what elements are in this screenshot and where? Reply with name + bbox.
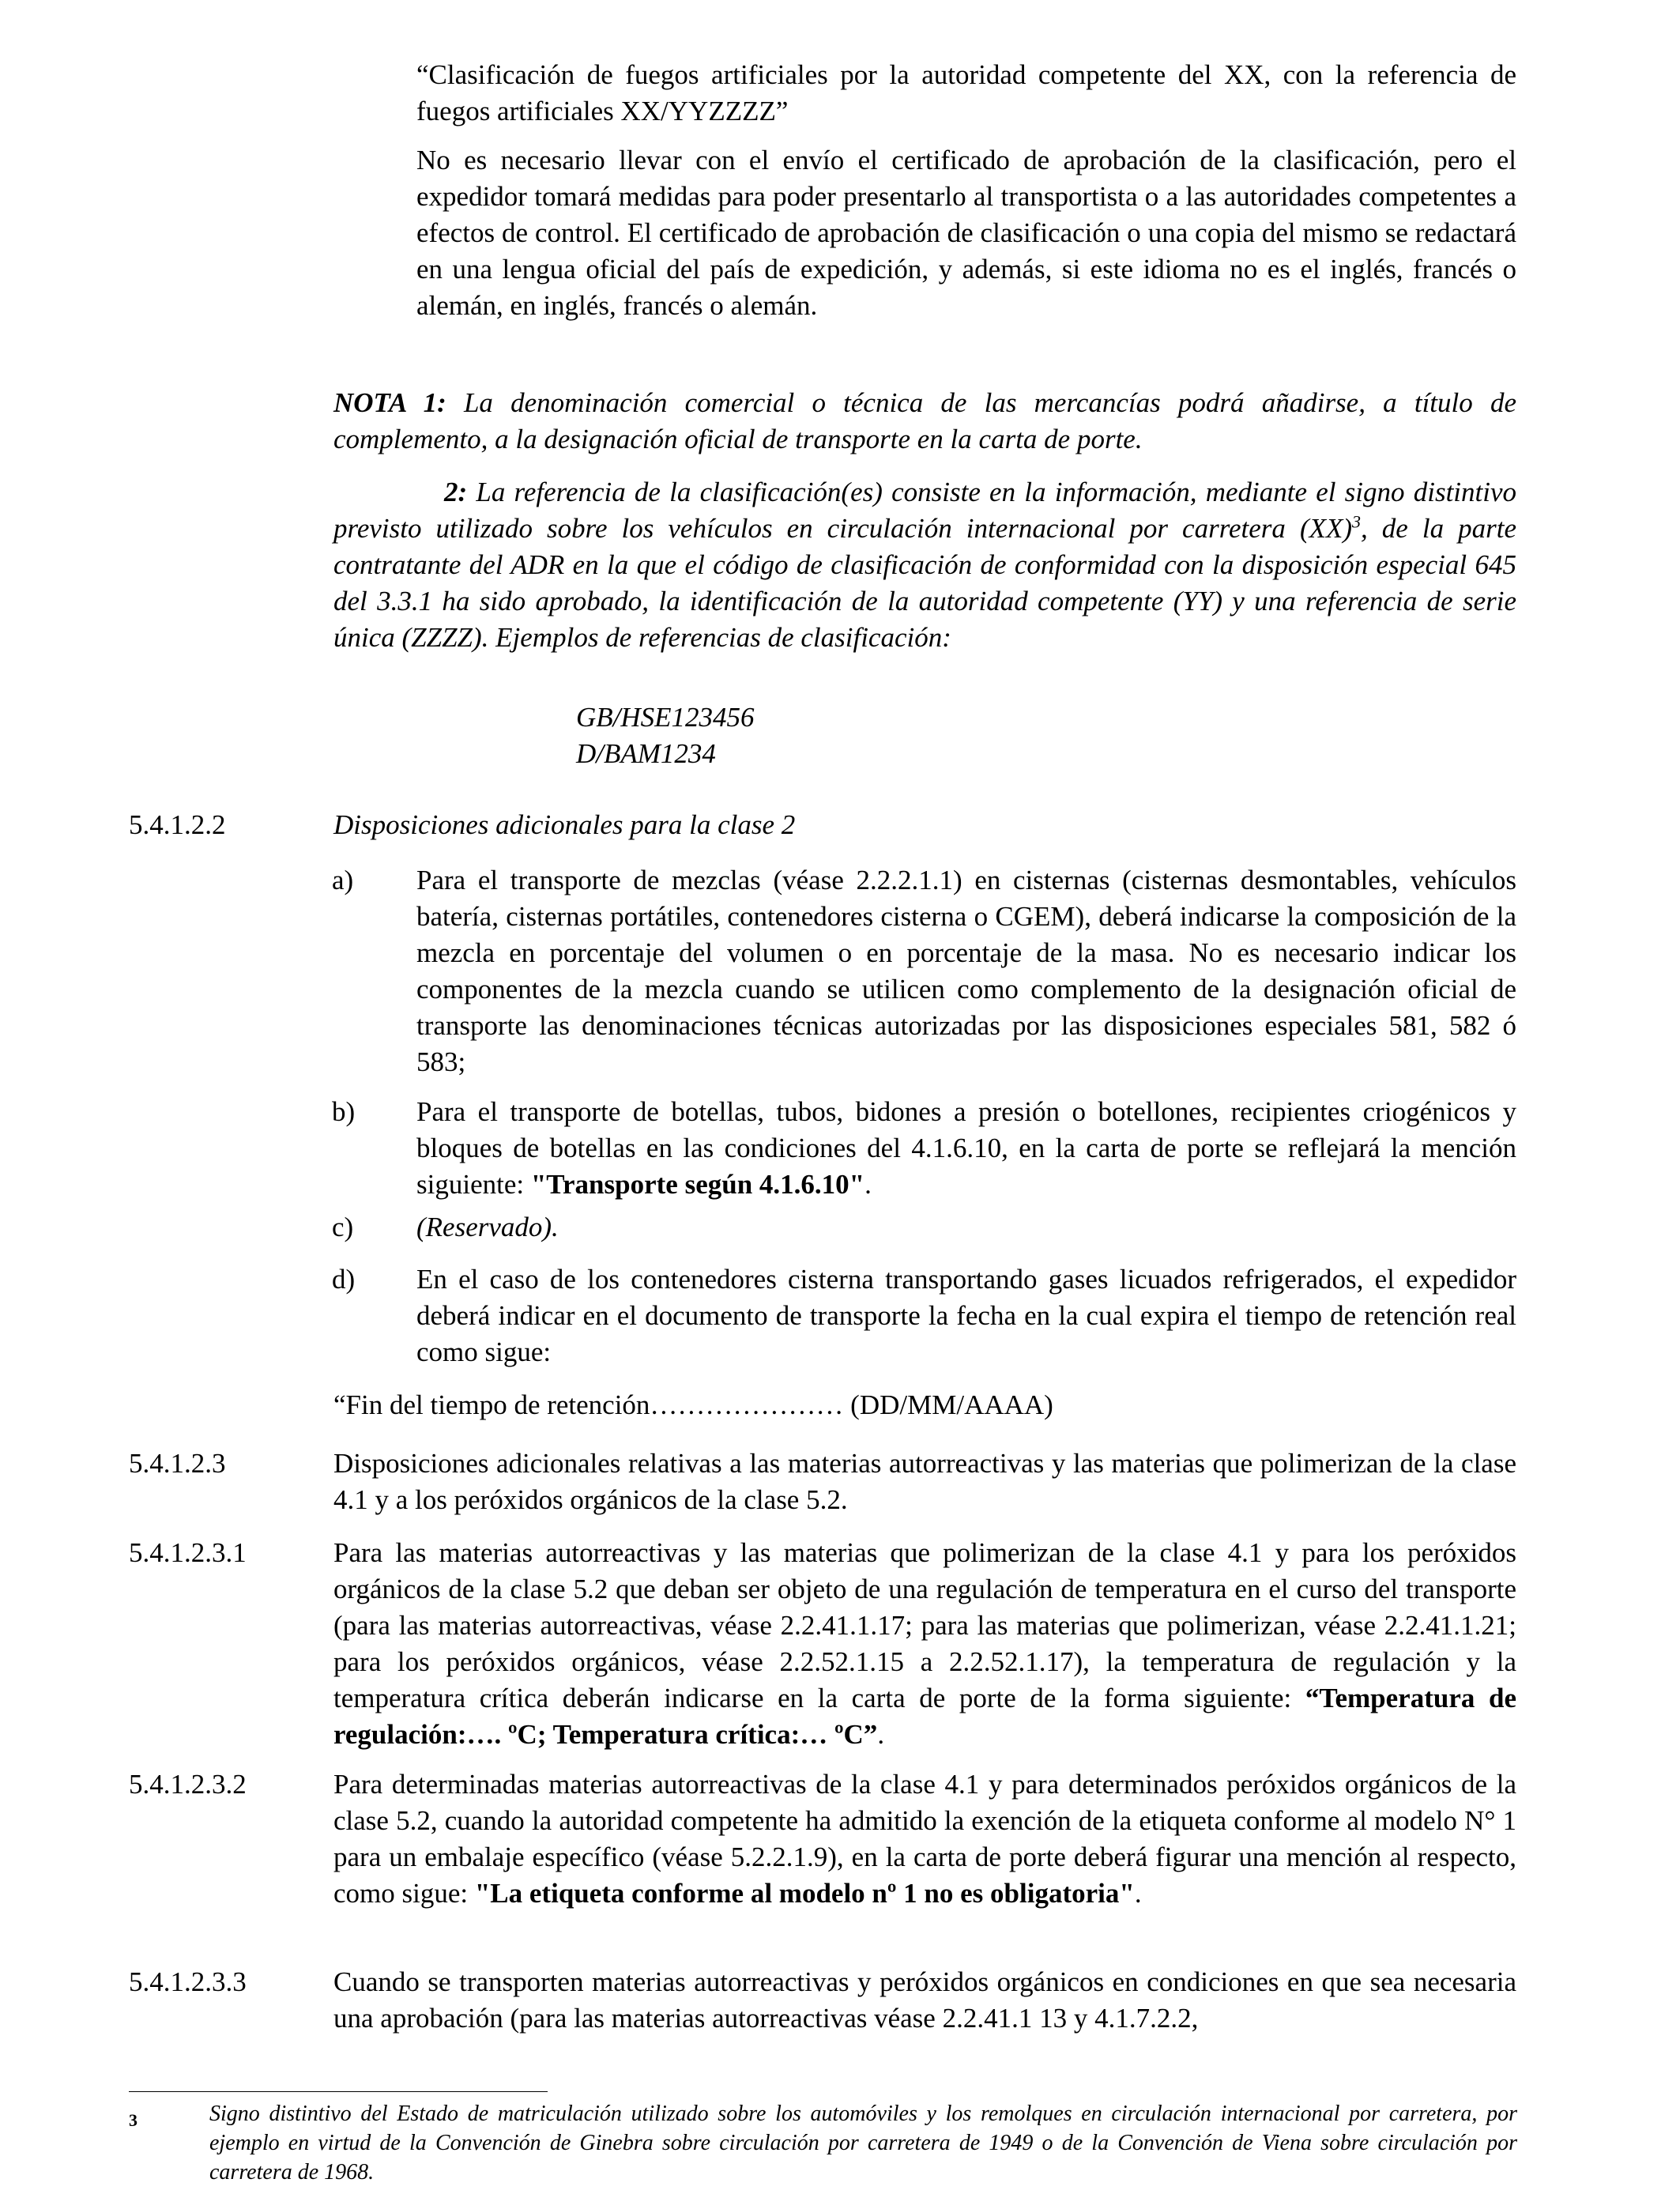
- item-a-letter: a): [332, 865, 354, 895]
- item-c-letter: c): [332, 1212, 354, 1242]
- section-tail-5-4-1-2-3-2: .: [1134, 1878, 1142, 1909]
- footnote-ref-3: 3: [1352, 511, 1362, 532]
- item-c-text: (Reservado).: [416, 1212, 559, 1242]
- item-d-text: En el caso de los contenedores cisterna transportando gases licuados refrigerados, el expedidor deberá indicar en el documento de transporte la fecha en la cual expira el tiempo de retención real como sigue:: [416, 1264, 1516, 1367]
- example-2: D/BAM1234: [576, 738, 716, 769]
- label-exemption-mention: "La etiqueta conforme al modelo nº 1 no es obligatoria": [474, 1878, 1135, 1909]
- section-tail-5-4-1-2-3-1: .: [877, 1719, 885, 1750]
- item-d-letter: d): [332, 1264, 356, 1295]
- section-number-5-4-1-2-3: 5.4.1.2.3: [129, 1448, 226, 1479]
- temperature-mention: “Temperatura de regulación:…. ºC; Temperatura crítica:… ºC”: [333, 1683, 1516, 1750]
- certificate-paragraph: No es necesario llevar con el envío el certificado de aprobación de la clasificación, pero el expedidor tomará medidas para poder presentarlo al transportista o a las autoridades competentes a efectos de control. El certificado de aprobación de clasificación o una copia del mismo se redactará en una lengua oficial del país de expedición, y además, si este idioma no es el inglés, francés o alemán, en inglés, francés o alemán.: [416, 145, 1516, 321]
- note-2-text-a: La referencia de la clasificación(es) consiste en la información, mediante el signo distintivo previsto utilizado sobre los vehículos en circulación internacional por carretera (XX): [333, 477, 1516, 544]
- note-1-label: NOTA 1:: [333, 387, 446, 418]
- section-text-5-4-1-2-3-2: Para determinadas materias autorreactivas de la clase 4.1 y para determinados peróxidos orgánicos de la clase 5.2, cuando la autoridad competente ha admitido la exención de la etiqueta conforme al modelo N° 1 para un embalaje específico (véase 5.2.2.1.9), en la carta de porte deberá figurar una mención al respecto, como sigue:: [333, 1769, 1516, 1909]
- classification-examples: [576, 699, 1050, 772]
- footnote-text: Signo distintivo del Estado de matriculación utilizado sobre los automóviles y los remolques en circulación internacional por carretera, por ejemplo en virtud de la Convención de Ginebra sobre circulación por carretera de 1949 o de la Convención de Viena sobre circulación por carretera de 1968.: [209, 2102, 1517, 2185]
- section-title-5-4-1-2-2: Disposiciones adicionales para la clase 2: [333, 809, 796, 840]
- section-number-5-4-1-2-2: 5.4.1.2.2: [129, 809, 226, 840]
- example-1: GB/HSE123456: [576, 702, 755, 733]
- note-1: [333, 385, 1516, 458]
- section-5-4-1-2-3-1: [333, 1535, 1516, 1753]
- item-b-letter: b): [332, 1096, 356, 1127]
- retention-time-line: “Fin del tiempo de retención………………… (DD/MM/AAAA): [333, 1389, 1053, 1420]
- note-2-label: 2:: [444, 477, 468, 507]
- section-text-5-4-1-2-3-1: Para las materias autorreactivas y las materias que polimerizan de la clase 4.1 y para los peróxidos orgánicos de la clase 5.2 que deban ser objeto de una regulación de temperatura en el curso del transporte (para las materias autorreactivas, véase 2.2.41.1.17; para las materias que polimerizan, véase 2.2.41.1.21; para los peróxidos orgánicos, véase 2.2.52.1.15 a 2.2.52.1.17), la temperatura de regulación y la temperatura crítica deberán indicarse en la carta de porte de la forma siguiente:: [333, 1537, 1516, 1713]
- section-number-5-4-1-2-3-2: 5.4.1.2.3.2: [129, 1769, 247, 1800]
- note-1-text: La denominación comercial o técnica de las mercancías podrá añadirse, a título de complemento, a la designación oficial de transporte en la carta de porte.: [333, 387, 1516, 454]
- item-b-bold: "Transporte según 4.1.6.10": [530, 1169, 865, 1200]
- fireworks-quote: “Clasificación de fuegos artificiales por la autoridad competente del XX, con la referencia de fuegos artificiales XX/YYZZZZ”: [416, 59, 1516, 126]
- item-b-tail: .: [864, 1169, 872, 1200]
- item-b-text: Para el transporte de botellas, tubos, bidones a presión o botellones, recipientes criogénicos y bloques de botellas en las condiciones del 4.1.6.10, en la carta de porte se reflejará la mención siguiente:: [416, 1096, 1516, 1200]
- section-number-5-4-1-2-3-3: 5.4.1.2.3.3: [129, 1966, 247, 1997]
- item-b: [416, 1094, 1516, 1203]
- footnote-separator: [129, 2091, 548, 2092]
- note-2-text-b: , de la parte contratante del ADR en la que el código de clasificación de conformidad con la disposición especial 645 del 3.3.1 ha sido aprobado, la identificación de la autoridad competente (YY) y una referencia de serie única (ZZZZ). Ejemplos de referencias de clasificación:: [333, 513, 1516, 653]
- footnote-mark: 3: [129, 2110, 137, 2130]
- note-2: [333, 474, 1516, 656]
- section-text-5-4-1-2-3-3: Cuando se transporten materias autorreactivas y peróxidos orgánicos en condiciones en que sea necesaria una aprobación (para las materias autorreactivas véase 2.2.41.1 13 y 4.1.7.2.2,: [333, 1966, 1516, 2034]
- item-a-text: Para el transporte de mezclas (véase 2.2.2.1.1) en cisternas (cisternas desmontables, vehículos batería, cisternas portátiles, contenedores cisterna o CGEM), deberá indicarse la composición de la mezcla en porcentaje del volumen o en porcentaje de la masa. No es necesario indicar los componentes de la mezcla cuando se utilicen como complemento de la designación oficial de transporte las denominaciones técnicas autorizadas por las disposiciones especiales 581, 582 ó 583;: [416, 865, 1516, 1077]
- section-number-5-4-1-2-3-1: 5.4.1.2.3.1: [129, 1537, 247, 1568]
- section-5-4-1-2-3-2: [333, 1766, 1516, 1912]
- fireworks-quote-block: [416, 57, 1516, 324]
- section-text-5-4-1-2-3: Disposiciones adicionales relativas a las materias autorreactivas y las materias que polimerizan de la clase 4.1 y a los peróxidos orgánicos de la clase 5.2.: [333, 1448, 1516, 1515]
